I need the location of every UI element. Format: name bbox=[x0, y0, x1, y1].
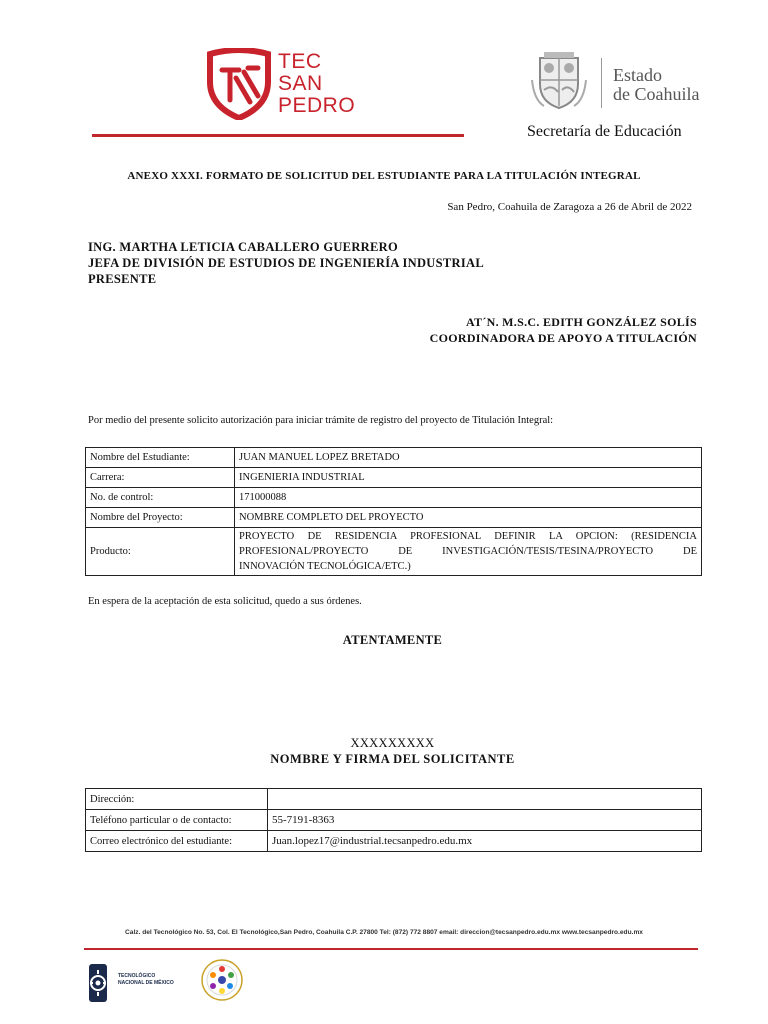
tecnm-line-2: NACIONAL DE MÉXICO bbox=[118, 980, 174, 986]
brand-line-san: SAN bbox=[278, 72, 323, 95]
table-label: Correo electrónico del estudiante: bbox=[86, 831, 268, 852]
table-row bbox=[86, 810, 702, 831]
table-label: Dirección: bbox=[86, 789, 268, 810]
table-value: 171000088 bbox=[235, 488, 702, 508]
table-label: Nombre del Estudiante: bbox=[86, 448, 235, 468]
tecnm-line-1: TECNOLÓGICO bbox=[118, 973, 156, 979]
table-label: No. de control: bbox=[86, 488, 235, 508]
closing-note: En espera de la aceptación de esta solicitud, quedo a sus órdenes. bbox=[88, 596, 362, 607]
attention-name: AT´N. M.S.C. EDITH GONZÁLEZ SOLÍS bbox=[465, 315, 697, 329]
intro-paragraph: Por medio del presente solicito autorización para iniciar trámite de registro del proyecto de Titulación Integral: bbox=[88, 415, 554, 426]
coahuila-coat-of-arms-icon bbox=[530, 50, 588, 110]
addressee-presente: PRESENTE bbox=[88, 272, 157, 286]
table-value: NOMBRE COMPLETO DEL PROYECTO bbox=[235, 508, 702, 528]
table-value: JUAN MANUEL LOPEZ BRETADO bbox=[235, 448, 702, 468]
document-title: ANEXO XXXI. FORMATO DE SOLICITUD DEL ESTUDIANTE PARA LA TITULACIÓN INTEGRAL bbox=[127, 170, 641, 182]
brand-line-tec: TEC bbox=[278, 50, 322, 73]
product-line-1: PROYECTO DE RESIDENCIA PROFESIONAL DEFINIR LA OPCION: (RESIDENCIA bbox=[239, 531, 697, 542]
estado-line-1: Estado bbox=[613, 65, 662, 85]
estado-divider bbox=[601, 58, 602, 108]
table-row bbox=[86, 488, 702, 508]
estado-line-2: de Coahuila bbox=[613, 84, 700, 104]
table-row bbox=[86, 468, 702, 488]
addressee-name: ING. MARTHA LETICIA CABALLERO GUERRERO bbox=[88, 240, 398, 254]
footer-red-rule bbox=[84, 948, 698, 950]
brand-line-pedro: PEDRO bbox=[278, 94, 356, 117]
attention-position: COORDINADORA DE APOYO A TITULACIÓN bbox=[429, 331, 697, 345]
place-date: San Pedro, Coahuila de Zaragoza a 26 de Abril de 2022 bbox=[447, 201, 692, 213]
secretaria-title: Secretaría de Educación bbox=[527, 123, 682, 140]
table-label: Producto: bbox=[86, 528, 235, 576]
table-row bbox=[86, 528, 702, 576]
atentamente-label: ATENTAMENTE bbox=[342, 633, 443, 647]
table-row bbox=[86, 789, 702, 810]
table-value bbox=[268, 789, 702, 810]
tecnm-gear-icon bbox=[86, 962, 110, 1004]
addressee-position: JEFA DE DIVISIÓN DE ESTUDIOS DE INGENIERÍA INDUSTRIAL bbox=[88, 256, 484, 270]
contact-info-table bbox=[85, 788, 702, 852]
table-label: Nombre del Proyecto: bbox=[86, 508, 235, 528]
product-line-2: PROFESIONAL/PROYECTO DE INVESTIGACIÓN/TESIS/TESINA/PROYECTO DE bbox=[239, 546, 697, 557]
table-row bbox=[86, 831, 702, 852]
circle-emblem-icon bbox=[200, 958, 244, 1002]
signature-label: NOMBRE Y FIRMA DEL SOLICITANTE bbox=[270, 752, 515, 766]
header-red-rule bbox=[92, 134, 464, 137]
product-value bbox=[235, 528, 702, 576]
table-label: Teléfono particular o de contacto: bbox=[86, 810, 268, 831]
product-line-3: INNOVACIÓN TECNOLÓGICA/ETC.) bbox=[239, 561, 411, 572]
footer-address: Calz. del Tecnológico No. 53, Col. El Tecnológico,San Pedro, Coahuila C.P. 27800 Tel: (872) 772 8807 email: direccion@tecsanpedro.edu.mx www.tecsanpedro.edu.mx bbox=[125, 929, 643, 936]
tec-san-pedro-shield-icon bbox=[206, 48, 272, 120]
table-value: Juan.lopez17@industrial.tecsanpedro.edu.mx bbox=[268, 831, 702, 852]
table-value: 55-7191-8363 bbox=[268, 810, 702, 831]
signature-placeholder: XXXXXXXXX bbox=[350, 736, 435, 750]
table-row bbox=[86, 508, 702, 528]
table-row bbox=[86, 448, 702, 468]
table-label: Carrera: bbox=[86, 468, 235, 488]
student-info-table bbox=[85, 447, 702, 576]
table-value: INGENIERIA INDUSTRIAL bbox=[235, 468, 702, 488]
